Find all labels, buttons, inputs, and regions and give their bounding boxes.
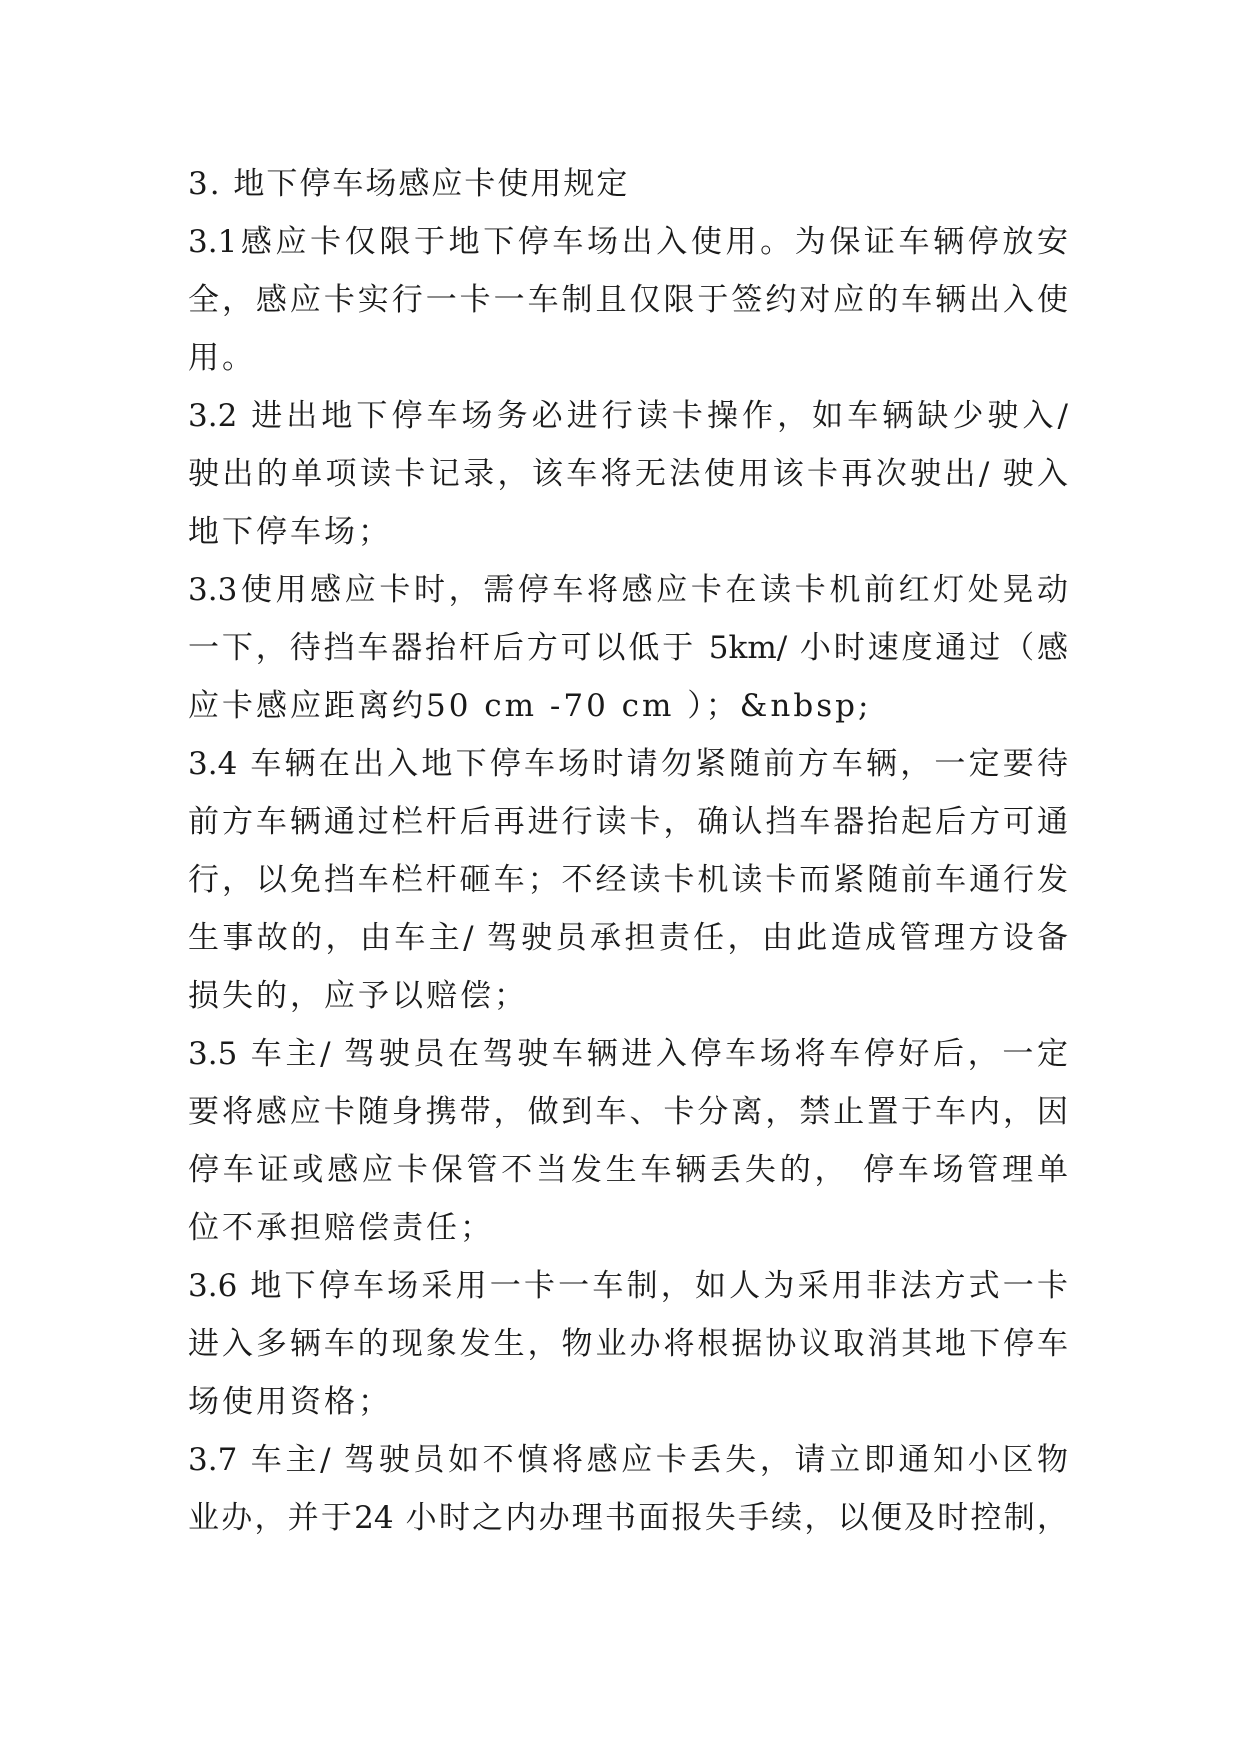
text-line: 一下，待挡车器抬杆后方可以低于 5km/ 小时速度通过（感 [188, 630, 1068, 666]
text-line: 3.4 车辆在出入地下停车场时请勿紧随前方车辆，一定要待 [188, 746, 1068, 782]
document-body [188, 155, 1068, 1547]
text-line: 前方车辆通过栏杆后再进行读卡，确认挡车器抬起后方可通 [188, 804, 1068, 840]
text-line: 3.7 车主/ 驾驶员如不慎将感应卡丢失，请立即通知小区物 [188, 1442, 1068, 1478]
text-line: 3.3使用感应卡时，需停车将感应卡在读卡机前红灯处晃动 [188, 572, 1068, 608]
section-heading: 3. 地下停车场感应卡使用规定 [188, 166, 630, 202]
text-line: 生事故的，由车主/ 驾驶员承担责任，由此造成管理方设备 [188, 920, 1068, 956]
text-line: 地下停车场； [188, 514, 392, 550]
text-line: 3.1感应卡仅限于地下停车场出入使用。为保证车辆停放安 [188, 224, 1068, 260]
text-line: 全，感应卡实行一卡一车制且仅限于签约对应的车辆出入使 [188, 282, 1068, 318]
text-line: 3.5 车主/ 驾驶员在驾驶车辆进入停车场将车停好后，一定 [188, 1036, 1068, 1072]
text-line: 进入多辆车的现象发生，物业办将根据协议取消其地下停车 [188, 1326, 1068, 1362]
text-line: 3.6 地下停车场采用一卡一车制，如人为采用非法方式一卡 [188, 1268, 1068, 1304]
text-line: 要将感应卡随身携带，做到车、卡分离，禁止置于车内，因 [188, 1094, 1068, 1130]
text-line: 驶出的单项读卡记录，该车将无法使用该卡再次驶出/ 驶入 [188, 456, 1068, 492]
text-line: 3.2 进出地下停车场务必进行读卡操作，如车辆缺少驶入/ [188, 398, 1068, 434]
text-line: 业办，并于24 小时之内办理书面报失手续，以便及时控制， [188, 1500, 1068, 1536]
text-line: 应卡感应距离约50 cm -70 cm ）；&nbsp; [188, 688, 872, 724]
text-line: 行，以免挡车栏杆砸车；不经读卡机读卡而紧随前车通行发 [188, 862, 1068, 898]
text-line: 位不承担赔偿责任； [188, 1210, 494, 1246]
text-line: 停车证或感应卡保管不当发生车辆丢失的， 停车场管理单 [188, 1152, 1068, 1188]
text-line: 损失的，应予以赔偿； [188, 978, 528, 1014]
text-line: 用。 [188, 340, 256, 376]
text-line: 场使用资格； [188, 1384, 392, 1420]
